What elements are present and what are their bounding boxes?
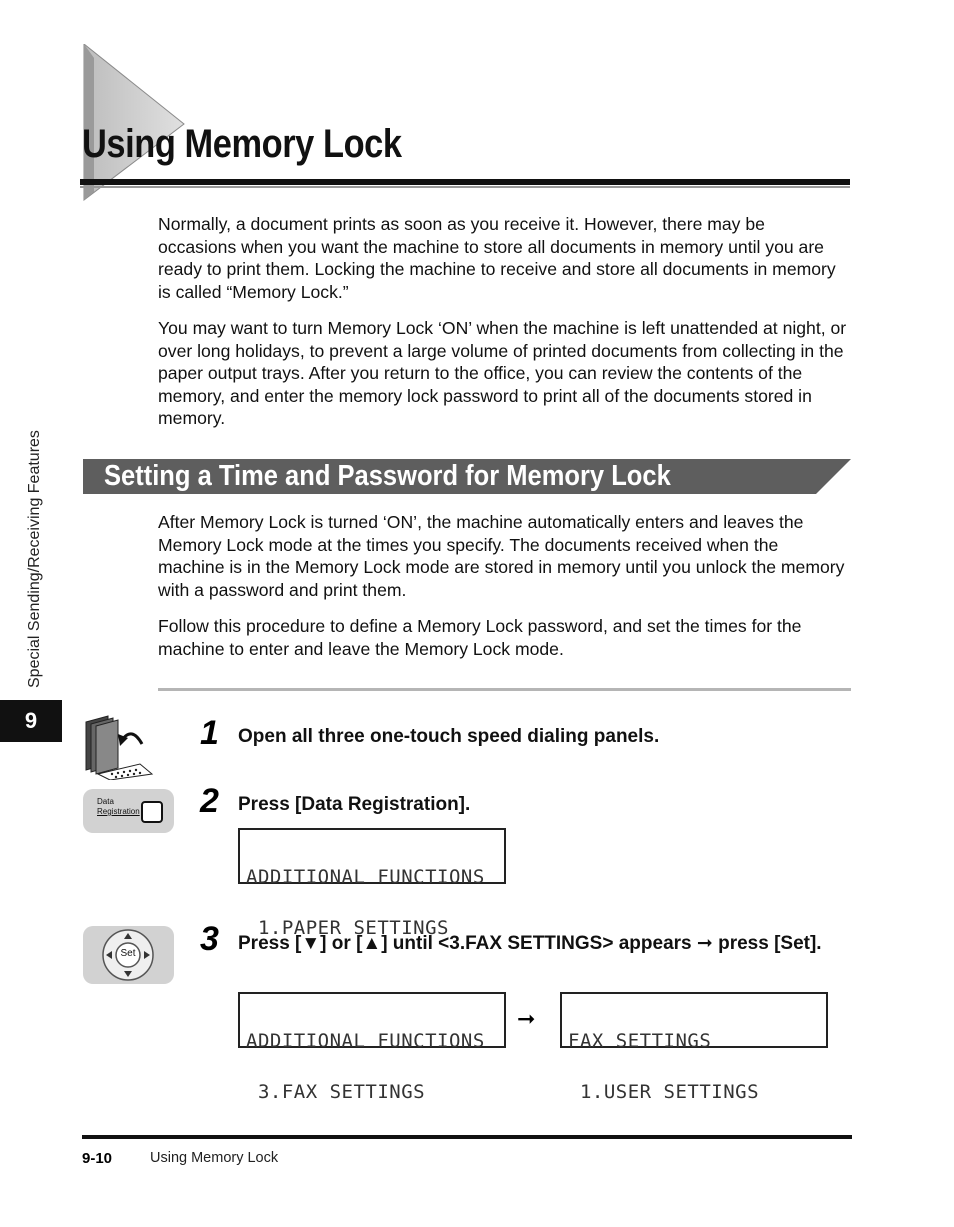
lcd-line: FAX SETTINGS <box>568 1030 712 1052</box>
step-1-text: Open all three one-touch speed dialing panels. <box>238 726 660 747</box>
footer-title: Using Memory Lock <box>150 1150 279 1166</box>
chapter-number-tab: 9 <box>0 700 62 742</box>
section-title: Setting a Time and Password for Memory Lock <box>104 460 671 492</box>
section-paragraph-1: After Memory Lock is turned ‘ON’, the machine automatically enters and leaves the Memory Lock mode at the times you specify. The documents received when the machine is in the Memory Lock mode are stored in memory until you unlock the memory with a password and print them. <box>158 512 845 600</box>
step-2-text: Press [Data Registration]. <box>238 794 471 815</box>
chapter-side-title: Special Sending/Receiving Features <box>26 430 43 688</box>
title-rule <box>80 179 850 185</box>
data-registration-key-icon <box>83 789 174 833</box>
step-2-number: 2 <box>200 782 219 820</box>
lcd-line: 1.USER SETTINGS <box>568 1081 760 1103</box>
lcd-line: ADDITIONAL FUNCTIONS <box>246 1030 485 1052</box>
step-1-number: 1 <box>200 714 219 752</box>
intro-paragraph-2: You may want to turn Memory Lock ‘ON’ when the machine is left unattended at night, or over long holidays, to prevent a large volume of printed documents from collecting in the paper output trays. After you return to the office, you can review the contents of the memory, and enter the memory lock password to print all of the documents stored in memory. <box>158 318 847 428</box>
page-title: Using Memory Lock <box>82 122 402 166</box>
procedure-rule <box>158 688 851 691</box>
title-rule-shadow <box>80 186 850 188</box>
next-arrow: ➞ <box>517 1006 536 1031</box>
section-paragraph-2: Follow this procedure to define a Memory Lock password, and set the times for the machine to enter and leave the Memory Lock mode. <box>158 616 802 659</box>
footer-rule <box>82 1135 852 1139</box>
lcd-line: 3.FAX SETTINGS <box>246 1081 426 1103</box>
lcd-display-step-2 <box>238 828 506 939</box>
speed-dial-panels-icon <box>82 714 154 780</box>
data-registration-key-label-1: Data <box>97 797 114 806</box>
lcd-display-step-3-result <box>560 992 828 1103</box>
lcd-line: 1.PAPER SETTINGS <box>246 917 449 939</box>
lcd-line: ADDITIONAL FUNCTIONS <box>246 866 485 888</box>
set-key-label: Set <box>120 948 136 959</box>
step-3-number: 3 <box>200 920 219 958</box>
data-registration-key-label-2: Registration <box>97 807 140 816</box>
step-3-text: Press [▼] or [▲] until <3.FAX SETTINGS> appears ➞ press [Set]. <box>238 933 822 954</box>
footer-page-number: 9-10 <box>82 1150 113 1167</box>
intro-paragraph-1: Normally, a document prints as soon as you receive it. However, there may be occasions when you want the machine to store all documents in memory until you are ready to print them. Locking the machine to receive and store all documents in memory is called “Memory Lock.” <box>158 214 836 302</box>
lcd-display-step-3 <box>238 992 506 1103</box>
set-key-navigation-icon <box>83 926 174 984</box>
key-button-shape <box>141 801 163 823</box>
